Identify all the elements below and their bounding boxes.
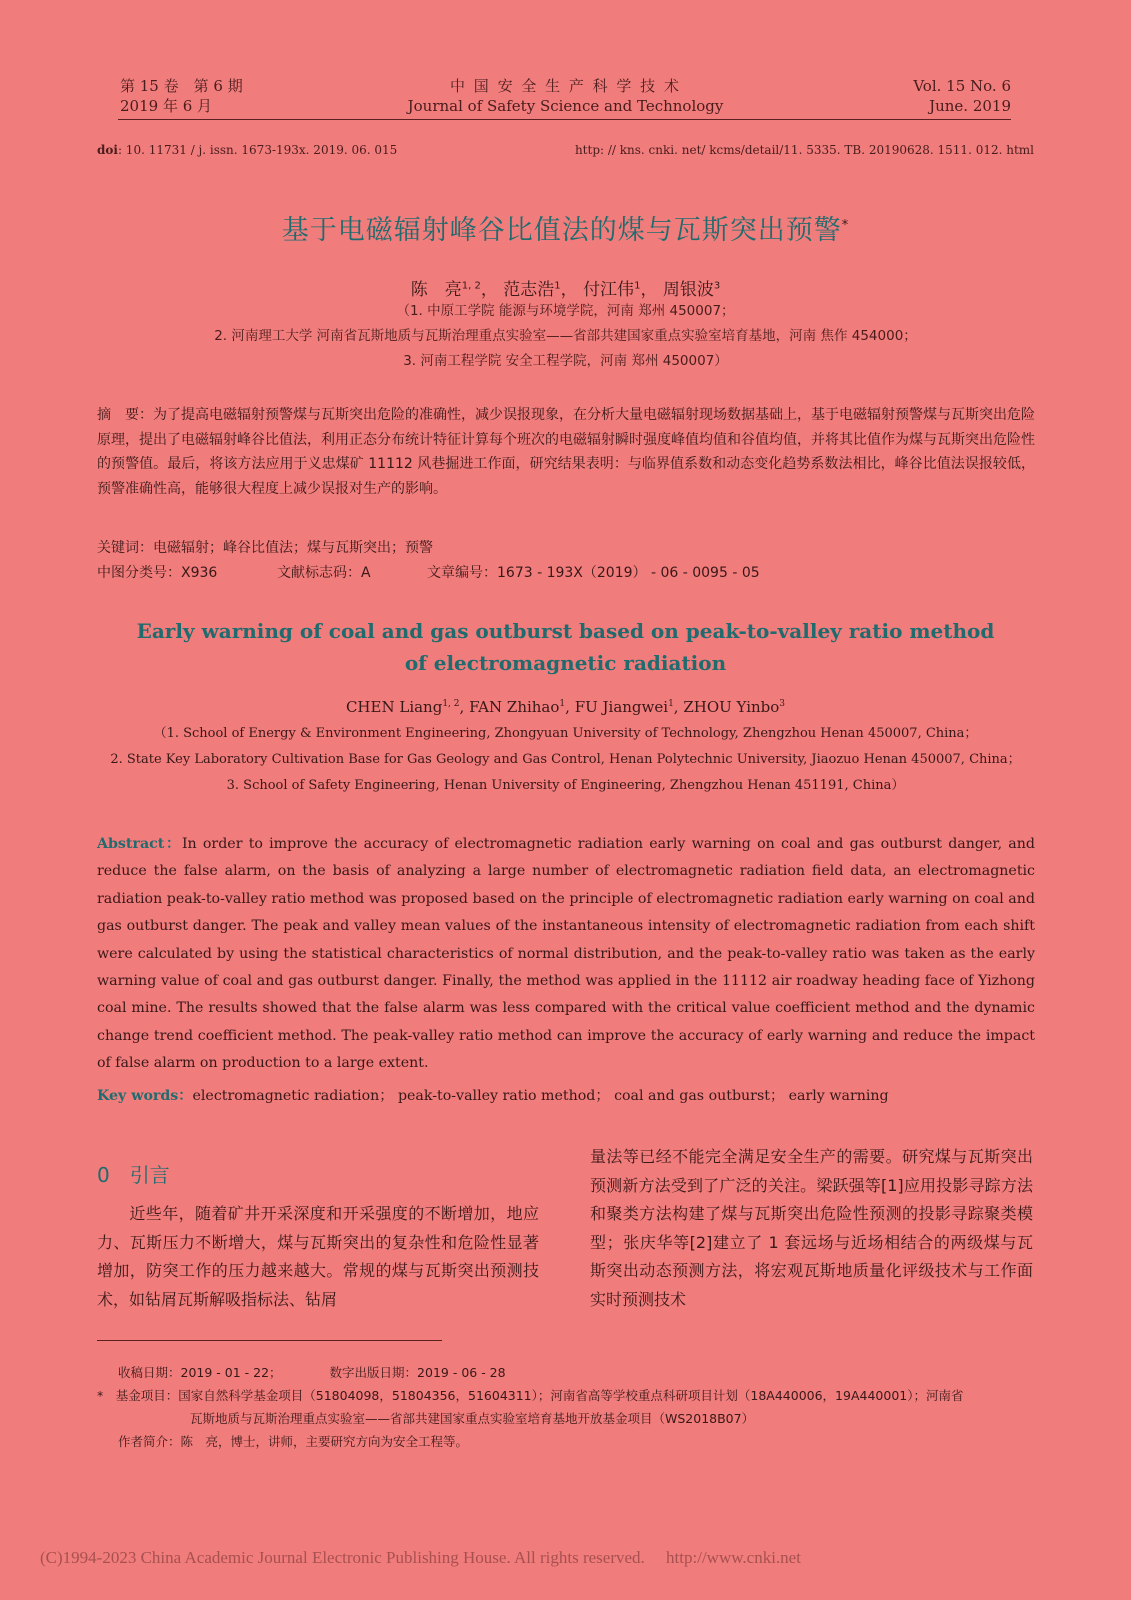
abstract-cn-label: 摘 要： <box>97 407 153 423</box>
document-code: 文献标志码：A <box>277 565 371 581</box>
abstract-en <box>97 831 1035 1078</box>
footnote-rule <box>97 1340 442 1341</box>
body-column-right: 量法等已经不能完全满足安全生产的需要。研究煤与瓦斯突出预测新方法受到了广泛的关注。梁跃强等[1]应用投影寻踪方法和聚类方法构建了煤与瓦斯突出危险性预测的投影寻踪聚类模型；张庆华等[2]建立了 1 套远场与近场相结合的两级煤与瓦斯突出动态预测方法，将宏观瓦斯地质量化评级技术与工作面实时预测技术 <box>590 1147 1033 1309</box>
author-bio-text: 陈 亮，博士，讲师，主要研究方向为安全工程等。 <box>180 1434 469 1449</box>
footnote-dates <box>118 1361 506 1384</box>
volume-issue-en: Vol. 15 No. 6 <box>913 77 1011 95</box>
keywords-en-label: Key words： <box>97 1088 193 1104</box>
author-sup: 3 <box>779 699 786 709</box>
author-sup: 1 <box>634 280 641 292</box>
published-date: 数字出版日期：2019 - 06 - 28 <box>329 1365 506 1380</box>
header-rule <box>118 119 1011 120</box>
abstract-cn-text: 为了提高电磁辐射预警煤与瓦斯突出危险的准确性，减少误报现象，在分析大量电磁辐射现场数据基础上，基于电磁辐射预警煤与瓦斯突出危险原理，提出了电磁辐射峰谷比值法，利用正态分布统计特征计算每个班次的电磁辐射瞬时强度峰值均值和谷值均值，并将其比值作为煤与瓦斯突出危险性的预警值。最后，将该方法应用于义忠煤矿 11112 风巷掘进工作面，研究结果表明：与临界值系数和动态变化趋势系数法相比，峰谷比值法误报较低，预警准确性高，能够很大程度上减少误报对生产的影响。 <box>97 407 1035 497</box>
keywords-en <box>97 1085 889 1105</box>
volume-issue-cn: 第 15 卷 第 6 期 <box>120 77 243 95</box>
author-bio-label: 作者简介： <box>118 1434 181 1449</box>
page-title-en <box>0 615 1131 679</box>
abstract-en-label: Abstract： <box>97 836 182 852</box>
author-sup: 1 <box>559 699 566 709</box>
classification-cn <box>97 562 897 582</box>
keywords-cn-label: 关键词： <box>97 540 153 556</box>
copyright-footer: (C)1994-2023 China Academic Journal Electronic Publishing House. All rights reserved. http://www.cnki.net <box>40 1548 801 1567</box>
author-sup: 1 <box>554 280 561 292</box>
title-fund-mark: * <box>841 218 850 233</box>
header-volume-en <box>913 76 1011 116</box>
fund-line-1: 国家自然科学基金项目（51804098，51804356，51604311）；河南省高等学校重点科研项目计划（18A440006，19A440001）；河南省 <box>178 1388 964 1403</box>
abstract-en-text: In order to improve the accuracy of electromagnetic radiation early warning on coal and gas outburst danger, and reduce the false alarm, on the basis of analyzing a large number of electromagnetic radiation field data, an electromagnetic radiation peak-to-valley ratio method was proposed based on the principle of electromagnetic radiation early warning on coal and gas outburst danger. The peak and valley mean values of the instantaneous intensity of electromagnetic radiation from each shift were calculated by using the statistical characteristics of normal distribution, and the peak-to-valley ratio was taken as the early warning value of coal and gas outburst danger. Finally, the method was applied in the 11112 air roadway heading face of Yizhong coal mine. The results showed that the false alarm was less compared with the critical value coefficient method and the dynamic change trend coefficient method. The peak-valley ratio method can improve the accuracy of early warning and reduce the impact of false alarm on production to a large extent. <box>97 836 1035 1072</box>
author-sup: 3 <box>713 280 721 292</box>
author-cn: 周银波 <box>662 280 714 300</box>
abstract-cn <box>97 403 1035 501</box>
affiliation-en-1: （1. School of Energy & Environment Engineering, Zhongyuan University of Technology, Zhengzhou Henan 450007, China； <box>153 726 978 741</box>
author-en: FU Jiangwei <box>574 698 669 716</box>
affiliation-en-3: 3. School of Safety Engineering, Henan University of Engineering, Zhengzhou Henan 451191, China） <box>226 778 905 793</box>
keywords-cn <box>97 537 433 557</box>
fund-label: * 基金项目： <box>97 1388 179 1403</box>
fund-line-2: 瓦斯地质与瓦斯治理重点实验室——省部共建国家重点实验室培育基地开放基金项目（WS2018B07） <box>190 1411 755 1426</box>
author-en: FAN Zhihao <box>469 698 560 716</box>
date-en: June. 2019 <box>929 97 1011 115</box>
title-en-line1: Early warning of coal and gas outburst based on peak-to-valley ratio method <box>136 619 995 643</box>
doi-label: doi <box>97 143 118 157</box>
author-cn: 陈 亮 <box>410 280 462 300</box>
author-sup: 1 <box>668 699 674 709</box>
journal-name-cn: 中 国 安 全 生 产 科 学 技 术 <box>450 77 681 95</box>
body-column-left <box>97 1200 539 1314</box>
date-cn: 2019 年 6 月 <box>120 97 213 115</box>
author-cn: 范志浩 <box>503 280 555 300</box>
affiliation-cn-3: 3. 河南工程学院 安全工程学院，河南 郑州 450007） <box>403 353 728 369</box>
author-en: ZHOU Yinbo <box>683 698 780 716</box>
intro-paragraph-left: 近些年，随着矿井开采深度和开采强度的不断增加，地应力、瓦斯压力不断增大，煤与瓦斯突出的复杂性和危险性显著增加，防突工作的压力越来越大。常规的煤与瓦斯突出预测技术，如钻屑瓦斯解吸指标法、钻屑 <box>97 1204 539 1309</box>
affiliation-cn-2: 2. 河南理工大学 河南省瓦斯地质与瓦斯治理重点实验室——省部共建国家重点实验室培育基地，河南 焦作 454000； <box>214 328 917 344</box>
keywords-cn-text: 电磁辐射；峰谷比值法；煤与瓦斯突出；预警 <box>153 540 433 556</box>
author-cn: 付江伟 <box>583 280 635 300</box>
doi-value: : 10. 11731 / j. issn. 1673-193x. 2019. 06. 015 <box>117 143 398 157</box>
keywords-en-text: electromagnetic radiation； peak-to-valley ratio method； coal and gas outburst； early warning <box>192 1088 889 1104</box>
doi[interactable] <box>97 143 397 157</box>
authors-en: CHEN Liang$^{1, 2}$, FAN Zhihao$^1$, FU Jiangwei$^1$, ZHOU Yinbo$^3$ <box>345 698 786 716</box>
clc-number: 中图分类号：X936 <box>97 565 218 581</box>
author-en: CHEN Liang <box>345 698 443 716</box>
footnote-fund <box>97 1384 1037 1407</box>
title-cn-text: 基于电磁辐射峰谷比值法的煤与瓦斯突出预警 <box>281 215 842 246</box>
title-en-line2: of electromagnetic radiation <box>404 651 727 675</box>
authors-cn: 陈 亮$^{1, 2}$， 范志浩$^1$， 付江伟$^1$， 周银波$^3$ <box>410 280 721 300</box>
section-heading-introduction: 0 引言 <box>97 1163 170 1187</box>
article-number: 文章编号：1673 - 193X（2019） - 06 - 0095 - 05 <box>427 565 760 581</box>
author-sup: 1, 2 <box>461 280 481 292</box>
article-url[interactable]: http: // kns. cnki. net/ kcms/detail/11. 5335. TB. 20190628. 1511. 012. html <box>574 143 1034 157</box>
author-sup: 1, 2 <box>442 699 460 709</box>
page-title-cn <box>0 208 1131 247</box>
affiliation-en-2: 2. State Key Laboratory Cultivation Base for Gas Geology and Gas Control, Henan Polytechnic University, Jiaozuo Henan 450007, China； <box>110 752 1021 767</box>
received-date: 收稿日期：2019 - 01 - 22； <box>118 1365 282 1380</box>
journal-name-en: Journal of Safety Science and Technology <box>407 97 724 115</box>
footnote-author <box>118 1430 468 1453</box>
affiliation-cn-1: （1. 中原工学院 能源与环境学院，河南 郑州 450007； <box>396 303 735 319</box>
